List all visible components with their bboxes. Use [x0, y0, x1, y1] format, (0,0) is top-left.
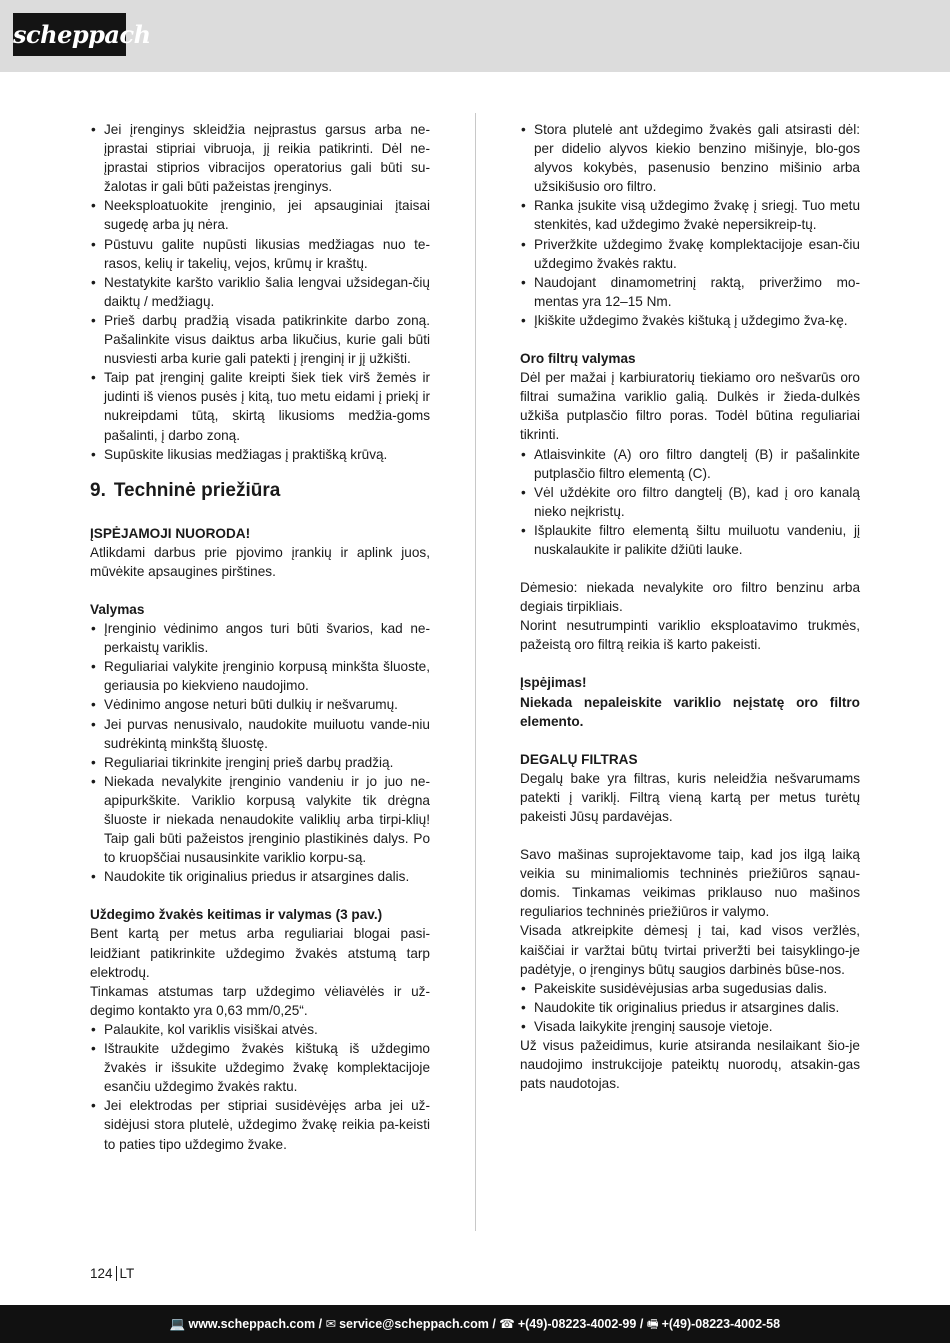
- service-bullet-list: [520, 979, 860, 1036]
- mail-icon: ✉: [325, 1317, 337, 1331]
- list-item: • Vėl uždėkite oro filtro dangtelį (B), kad į oro kanalą nieko neįkristų.: [520, 483, 860, 521]
- list-item: • Naudokite tik originalius priedus ir atsargines dalis.: [520, 998, 860, 1017]
- list-item: • Naudokite tik originalius priedus ir atsargines dalis.: [90, 867, 430, 886]
- phone-number: +(49)-08223-4002-99: [517, 1317, 637, 1331]
- page-number-separator: [116, 1266, 117, 1281]
- list-item: • Atlaisvinkite (A) oro filtro dangtelį (B) ir pašalinkite putplasčio filtro elementą (C).: [520, 445, 860, 483]
- cleaning-bullet-list: [90, 619, 430, 886]
- warning-heading: ĮSPĖJAMOJI NUORODA!: [90, 525, 251, 541]
- list-item: • Stora plutelė ant uždegimo žvakės gali atsirasti dėl: per didelio alyvos kiekio benzino mišinyje, blo-gos alyvos kokybės, pasenusio benzino mišinio arba užsikišusio oro filtro.: [520, 120, 860, 196]
- list-item: • Ištraukite uždegimo žvakės kištuką iš uždegimo žvakės ir išsukite uždegimo žvakę komplektacijoje esančiu uždegimo žvakės raktu.: [90, 1039, 430, 1096]
- page-language: LT: [119, 1266, 135, 1281]
- page-number: [90, 1266, 134, 1281]
- warning-text: Atlikdami darbus prie pjovimo įrankių ir aplink juos, mūvėkite apsaugines pirštines.: [90, 544, 430, 579]
- spark-plug-text: Tinkamas atstumas tarp uždegimo vėliavėlės ir už-degimo kontakto yra 0,63 mm/0,25“.: [90, 983, 430, 1018]
- list-item: • Supūskite likusias medžiagas į praktišką krūvą.: [90, 445, 430, 464]
- intro-bullet-list: [90, 120, 430, 464]
- section-title: [90, 478, 430, 504]
- list-item: • Išplaukite filtro elementą šiltu muiluotu vandeniu, jį nuskalaukite ir palikite džiūti lauke.: [520, 521, 860, 559]
- page-number-value: 124: [90, 1266, 113, 1281]
- list-item: • Pakeiskite susidėvėjusias arba sugedusias dalis.: [520, 979, 860, 998]
- list-item: • Įrenginio vėdinimo angos turi būti švarios, kad ne-perkaistų variklis.: [90, 619, 430, 657]
- spark-plug-heading: Uždegimo žvakės keitimas ir valymas (3 pav.): [90, 907, 383, 923]
- page-footer: 💻 www.scheppach.com / ✉ service@scheppach.com / ☎ +(49)-08223-4002-99 / 🖷 +(49)-08223-4002-58: [0, 1305, 950, 1343]
- computer-icon: 💻: [169, 1317, 186, 1331]
- spark-plug-text: Bent kartą per metus arba reguliariai blogai pasi-leidžiant patikrinkite uždegimo žvakės atstumą tarp elektrodų.: [90, 926, 430, 980]
- service-text: Už visus pažeidimus, kurie atsiranda nesilaikant šio-je naudojimo instrukcijoje pateiktų nuorodų, atsakin-gas pats naudotojas.: [520, 1038, 860, 1092]
- page-header: [0, 0, 950, 72]
- list-item: • Pūstuvu galite nupūsti likusias medžiagas nuo te-rasos, kelių ir takelių, vejos, krūmų ir kraštų.: [90, 235, 430, 273]
- left-column: [90, 120, 430, 1154]
- list-item: • Prieš darbų pradžią visada patikrinkite darbo zoną. Pašalinkite visus daiktus arba likučius, kurie gali būti nusviesti arba kurie gali patekti į įrenginį ir jį užkišti.: [90, 311, 430, 368]
- caution-text: Niekada nepaleiskite variklio neįstatę oro filtro elemento.: [520, 694, 860, 729]
- list-item: • Jei elektrodas per stipriai susidėvėjęs arba jei už-sidėjusi stora plutelė, uždegimo žvakę reikia pa-keisti to paties tipo uždegimo žvake.: [90, 1096, 430, 1153]
- list-item: • Naudojant dinamometrinį raktą, priveržimo mo-mentas yra 12–15 Nm.: [520, 273, 860, 311]
- section-number: 9.: [90, 479, 106, 501]
- caution-heading: Įspėjimas!: [520, 675, 587, 691]
- air-filter-bullet-list: [520, 445, 860, 560]
- attention-text: Dėmesio: niekada nevalykite oro filtro benzinu arba degiais tirpikliais.: [520, 580, 860, 615]
- list-item: • Įkiškite uždegimo žvakės kištuką į uždegimo žva-kę.: [520, 311, 860, 330]
- email-link[interactable]: service@scheppach.com: [339, 1317, 489, 1331]
- list-item: • Reguliariai valykite įrenginio korpusą minkšta šluoste, geriausia po kiekvieno naudojimo.: [90, 657, 430, 695]
- spark-plug-bullet-list: [90, 1020, 430, 1154]
- right-column: [520, 120, 860, 1093]
- column-divider: [475, 113, 476, 1231]
- list-item: • Palaukite, kol variklis visiškai atvės.: [90, 1020, 430, 1039]
- website-link[interactable]: www.scheppach.com: [188, 1317, 316, 1331]
- list-item: • Nestatykite karšto variklio šalia lengvai užsidegan-čių daiktų / medžiagų.: [90, 273, 430, 311]
- list-item: • Ranka įsukite visą uždegimo žvakę į sriegį. Tuo metu stenkitės, kad uždegimo žvakė nepersikreip-tų.: [520, 196, 860, 234]
- list-item: • Taip pat įrenginį galite kreipti šiek tiek virš žemės ir judinti iš vienos pusės į kitą, tuo metu eidami į priekį ir nukreipdami tūtą, skirtą likusioms medžia-goms pašalinti, į darbo zoną.: [90, 368, 430, 444]
- spark-plug-bullet-list-cont: [520, 120, 860, 330]
- fax-number: +(49)-08223-4002-58: [661, 1317, 781, 1331]
- list-item: • Niekada nevalykite įrenginio vandeniu ir jo juo ne-apipurkškite. Variklio korpusą valykite tik drėgna šluoste ir niekada nenaudokite valiklių arba tirpi-klių! Taip gali būti pažeistos įrenginio plastikinės dalys. Po to kruopščiai nusausinkite variklio korpu-są.: [90, 772, 430, 867]
- fax-icon: 🖷: [646, 1317, 659, 1331]
- list-item: • Jei purvas nenusivalo, naudokite muiluotu vande-niu sudrėkintą minkštą šluostę.: [90, 715, 430, 753]
- list-item: • Visada laikykite įrenginį sausoje vietoje.: [520, 1017, 860, 1036]
- service-text: Visada atkreipkite dėmesį į tai, kad visos veržlės, kaiščiai ir varžtai būtų tvirtai priveržti bei taisyklingo-je padėtyje, o įrenginys būtų saugios darbinės būse-nos.: [520, 923, 860, 977]
- service-text: Savo mašinas suprojektavome taip, kad jos ilgą laiką veikia su minimaliomis techninės priežiūros sąnau-domis. Tinkamas veikimas priklauso nuo mašinos reguliarios techninės priežiūros ir valymo.: [520, 847, 860, 920]
- brand-logo: scheppach: [13, 13, 126, 56]
- attention-text: Norint nesutrumpinti variklio eksploatavimo trukmės, pažeistą oro filtrą reikia iš karto pakeisti.: [520, 618, 860, 653]
- list-item: • Reguliariai tikrinkite įrenginį prieš darbų pradžią.: [90, 753, 430, 772]
- list-item: • Jei įrenginys skleidžia neįprastus garsus arba ne-įprastai stipriai vibruoja, jį reikia patikrinti. Dėl ne-įprastai stiprios vibracijos operatorius gali būti su-žalotas ir gali būti pažeistas įrenginys.: [90, 120, 430, 196]
- cleaning-heading: Valymas: [90, 601, 145, 617]
- fuel-filter-text: Degalų bake yra filtras, kuris neleidžia nešvarumams patekti į variklį. Filtrą vieną kartą per metus turėtų pakeisti Jūsų pardavėjas.: [520, 770, 860, 824]
- list-item: • Vėdinimo angose neturi būti dulkių ir nešvarumų.: [90, 695, 430, 714]
- air-filter-heading: Oro filtrų valymas: [520, 351, 636, 367]
- section-title-text: Techninė priežiūra: [113, 479, 281, 501]
- air-filter-text: Dėl per mažai į karbiuratorių tiekiamo oro nešvarūs oro filtrai sumažina variklio galią. Dulkės ir žieda-dulkės užkiša putplasčio filtro poras. Todėl būtina reguliariai tikrinti.: [520, 370, 860, 443]
- phone-icon: ☎: [499, 1317, 515, 1331]
- list-item: • Neeksploatuokite įrenginio, jei apsauginiai įtaisai sugedę arba jų nėra.: [90, 196, 430, 234]
- fuel-filter-heading: DEGALŲ FILTRAS: [520, 751, 638, 767]
- list-item: • Priveržkite uždegimo žvakę komplektacijoje esan-čiu uždegimo žvakės raktu.: [520, 235, 860, 273]
